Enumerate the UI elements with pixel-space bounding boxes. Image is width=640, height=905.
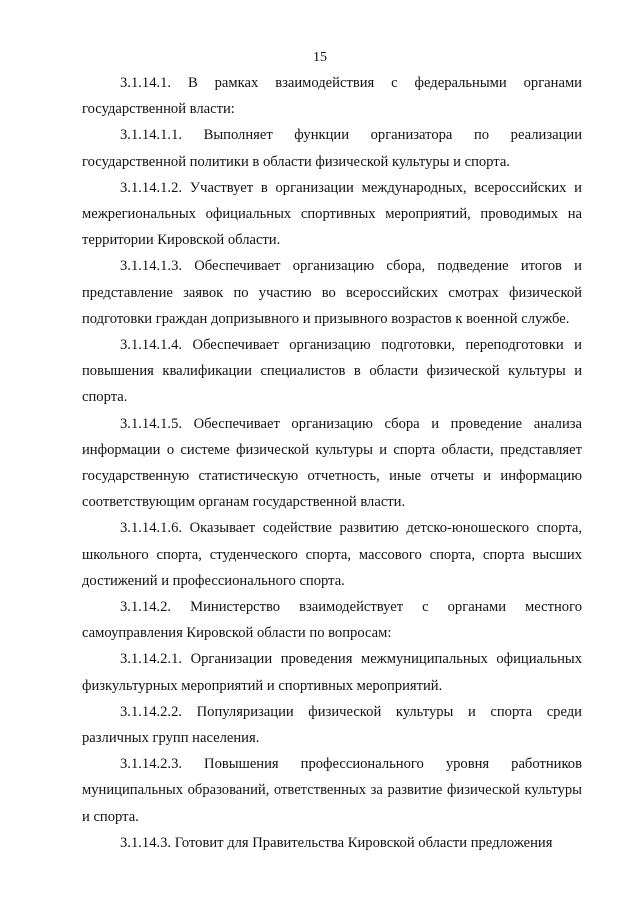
paragraph-3-1-14-3: 3.1.14.3. Готовит для Правительства Кировской области предложения <box>120 834 553 851</box>
document-body <box>82 70 582 856</box>
page-number: 15 <box>313 50 327 65</box>
paragraph-3-1-14-1-1: 3.1.14.1.1. Выполняет функции организатора по реализации государственной политики в области физической культуры и спорта. <box>82 127 582 170</box>
paragraph-3-1-14-1-2: 3.1.14.1.2. Участвует в организации международных, всероссийских и межрегиональных официальных спортивных мероприятий, проводимых на территории Кировской области. <box>82 179 582 249</box>
paragraph-3-1-14-2-2: 3.1.14.2.2. Популяризации физической культуры и спорта среди различных групп населения. <box>82 703 582 747</box>
paragraph-3-1-14-1-6: 3.1.14.1.6. Оказывает содействие развитию детско-юношеского спорта, школьного спорта, студенческого спорта, массового спорта, спорта высших достижений и профессионального спорта. <box>82 520 582 589</box>
paragraph-3-1-14-1-4: 3.1.14.1.4. Обеспечивает организацию подготовки, переподготовки и повышения квалификации специалистов в области физической культуры и спорта. <box>82 337 582 406</box>
paragraph-3-1-14-1: 3.1.14.1. В рамках взаимодействия с федеральными органами государственной власти: <box>82 75 582 118</box>
paragraph-3-1-14-1-5: 3.1.14.1.5. Обеспечивает организацию сбора и проведение анализа информации о системе физической культуры и спорта области, представляет государственную статистическую отчетность, иные отчеты и информацию соответствующим органам государственной власти. <box>82 415 582 511</box>
paragraph-3-1-14-1-3: 3.1.14.1.3. Обеспечивает организацию сбора, подведение итогов и представление заявок по участию во всероссийских смотрах физической подготовки граждан допризывного и призывного возрастов к военной службе. <box>82 258 582 327</box>
paragraph-3-1-14-2-3: 3.1.14.2.3. Повышения профессионального уровня работников муниципальных образований, ответственных за развитие физической культуры и спорта. <box>82 756 582 825</box>
paragraph-3-1-14-2: 3.1.14.2. Министерство взаимодействует с органами местного самоуправления Кировской области по вопросам: <box>82 599 582 642</box>
paragraph-3-1-14-2-1: 3.1.14.2.1. Организации проведения межмуниципальных официальных физкультурных мероприятий и спортивных мероприятий. <box>82 651 582 694</box>
